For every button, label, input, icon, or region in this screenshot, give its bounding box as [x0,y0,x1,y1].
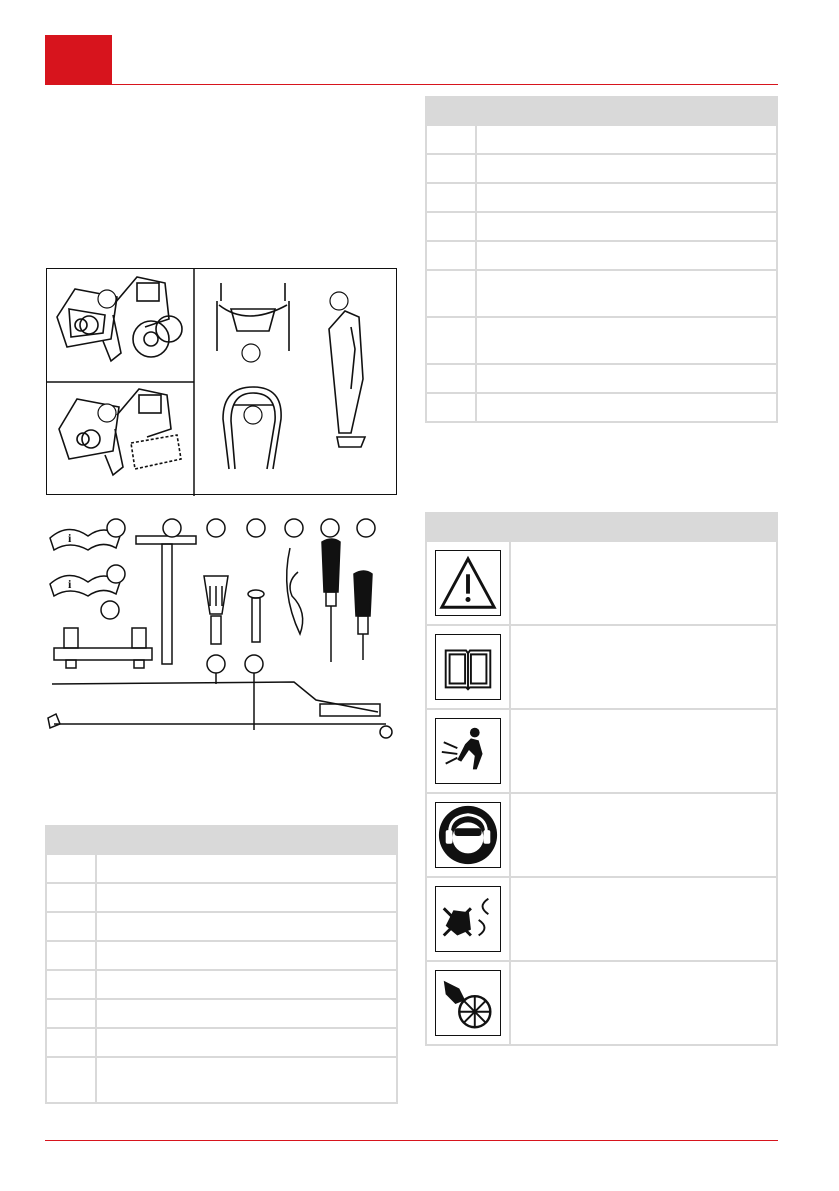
callout-4 [244,406,262,424]
lower-handle-icon [223,387,281,469]
crank-rod-icon [48,714,392,738]
shear-pin-icon [248,590,264,642]
snow-blower-wheeled-icon [57,277,182,361]
thrown-objects-icon [435,718,501,784]
hair-pin-clip-icon [287,548,303,634]
chute-assembly-icon [329,311,365,447]
callout-2 [98,404,116,422]
accessories-figure [46,512,398,744]
chapter-tab [45,35,112,84]
callout-3 [242,344,260,362]
callout-1 [98,290,116,308]
handle-dashboard-icon [217,283,289,351]
parts-table-upper [425,96,778,423]
svg-text:i: i [68,577,72,591]
screwdriver-phillips-icon [354,571,372,660]
callout-5 [330,292,348,310]
header-rule [45,84,778,85]
machine-overview-drawing [47,269,398,496]
footer-rule [45,1140,778,1141]
read-manual-icon [435,634,501,700]
machine-overview-figure [46,268,397,495]
keep-hands-away-icon [435,886,501,952]
warning-triangle-icon [435,550,501,616]
snow-blower-tracked-icon [59,389,181,475]
chute-rod-icon [52,682,380,716]
scraper-bar-icon [54,628,152,668]
screwdriver-flat-icon [322,539,340,662]
rotating-auger-icon [435,970,501,1036]
wear-protection-icon [435,802,501,868]
t-wrench-icon [136,536,196,664]
safety-symbols-table [425,512,778,1046]
accessories-drawing [46,512,398,744]
parts-table-lower [45,825,398,1104]
spatula-tool-icon [204,576,228,644]
svg-text:i: i [68,531,72,545]
